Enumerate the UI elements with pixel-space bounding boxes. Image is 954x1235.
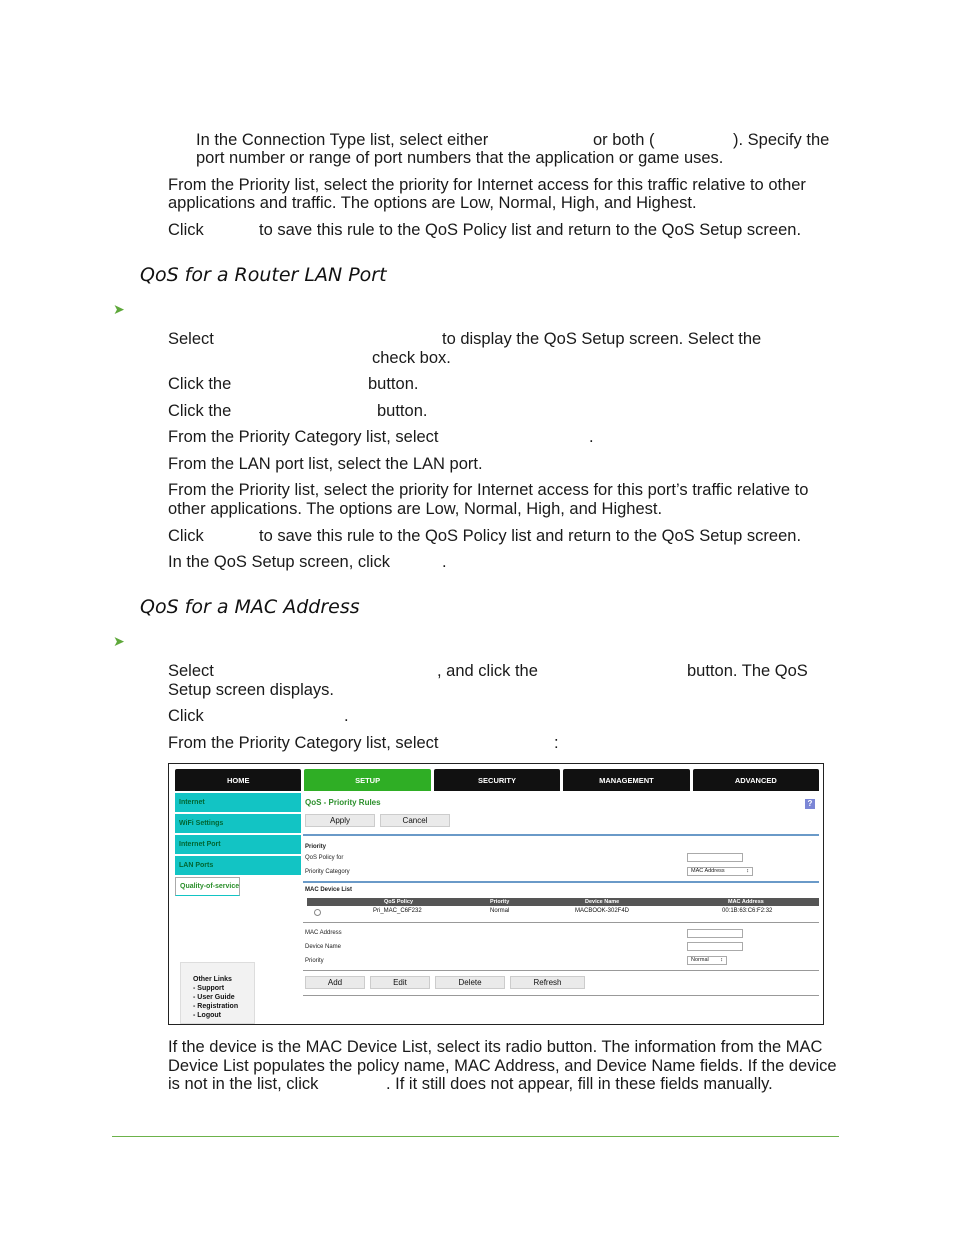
- step-text: Click the: [168, 402, 232, 420]
- section-heading: QoS for a Router LAN Port: [140, 264, 387, 286]
- chevron-updown-icon: ↕: [720, 957, 723, 963]
- divider: [303, 995, 819, 996]
- priority-category-select[interactable]: [687, 867, 753, 876]
- step-text: port number or range of port numbers that the application or game uses.: [196, 149, 724, 167]
- sidebar-item-quality-of-service[interactable]: Quality-of-service: [175, 877, 240, 896]
- cell-mac-address: 00:1B:63:C6:F2:32: [722, 908, 773, 914]
- mac-address-label: MAC Address: [305, 930, 342, 936]
- col-priority: Priority: [490, 899, 510, 905]
- qos-priority-rules-screenshot: [168, 763, 824, 1025]
- step-text: button. The QoS: [687, 662, 808, 680]
- col-mac-address: MAC Address: [728, 899, 764, 905]
- step-text: , and click the: [437, 662, 538, 680]
- sidebar: [175, 793, 301, 890]
- step-text: Click: [168, 221, 204, 239]
- step-text: check box.: [372, 349, 451, 367]
- step-text: .: [442, 553, 447, 571]
- mac-device-list-heading: MAC Device List: [305, 887, 353, 893]
- mac-device-table-header: [307, 898, 819, 906]
- step-text: button.: [368, 375, 419, 393]
- page-title: QoS - Priority Rules: [305, 798, 381, 807]
- support-link[interactable]: - Support: [193, 985, 225, 992]
- qos-policy-for-input[interactable]: [687, 853, 743, 862]
- step-text: .: [589, 428, 594, 446]
- device-radio-button[interactable]: [314, 909, 321, 916]
- priority-category-value: MAC Address: [691, 868, 725, 874]
- sidebar-item-internet[interactable]: Internet: [175, 793, 301, 812]
- step-text: button.: [377, 402, 428, 420]
- col-device-name: Device Name: [585, 899, 620, 905]
- step-text: In the Connection Type list, select either: [196, 131, 489, 149]
- qos-policy-for-label: QoS Policy for: [305, 855, 344, 861]
- divider: [303, 970, 819, 971]
- mac-address-input[interactable]: [687, 929, 743, 938]
- step-text: applications and traffic. The options are Low, Normal, High, and Highest.: [168, 194, 697, 212]
- step-text: other applications. The options are Low, Normal, High, and Highest.: [168, 500, 663, 518]
- step-text: to save this rule to the QoS Policy list and return to the QoS Setup screen.: [259, 527, 802, 545]
- step-text: ). Specify the: [733, 131, 830, 149]
- step-text: In the QoS Setup screen, click: [168, 553, 390, 571]
- tab-advanced[interactable]: ADVANCED: [693, 769, 819, 791]
- sidebar-item-internet-port[interactable]: Internet Port: [175, 835, 301, 854]
- sidebar-item-lan-ports[interactable]: LAN Ports: [175, 856, 301, 875]
- step-text: Click: [168, 527, 204, 545]
- cell-priority: Normal: [490, 908, 510, 914]
- sidebar-item-wifi-settings[interactable]: WiFi Settings: [175, 814, 301, 833]
- priority-value: Normal: [691, 957, 709, 963]
- step-text: From the LAN port list, select the LAN port.: [168, 455, 483, 473]
- step-text: Setup screen displays.: [168, 681, 335, 699]
- priority-heading: Priority: [305, 844, 327, 850]
- divider: [303, 881, 819, 883]
- step-text: Select: [168, 662, 214, 680]
- chevron-updown-icon: ↕: [746, 868, 749, 874]
- divider: [303, 834, 819, 836]
- section-heading: QoS for a MAC Address: [140, 596, 360, 618]
- delete-button[interactable]: Delete: [435, 976, 505, 989]
- user-guide-link[interactable]: - User Guide: [193, 994, 235, 1001]
- top-nav: [175, 769, 819, 791]
- step-text: or both (: [593, 131, 655, 149]
- device-name-label: Device Name: [305, 944, 342, 950]
- edit-button[interactable]: Edit: [370, 976, 430, 989]
- table-row[interactable]: [307, 907, 819, 919]
- divider: [303, 922, 819, 923]
- device-name-input[interactable]: [687, 942, 743, 951]
- priority-label: Priority: [305, 958, 324, 964]
- other-links: [180, 962, 255, 1024]
- col-qos-policy: QoS Policy: [384, 899, 414, 905]
- logout-link[interactable]: - Logout: [193, 1012, 221, 1019]
- step-text: If the device is the MAC Device List, select its radio button. The information from the MAC: [168, 1038, 823, 1056]
- arrow-right-icon: ➤: [113, 301, 125, 317]
- tab-setup[interactable]: SETUP: [304, 769, 430, 791]
- step-text: . If it still does not appear, fill in these fields manually.: [386, 1075, 773, 1093]
- arrow-right-icon: ➤: [113, 633, 125, 649]
- step-text: to display the QoS Setup screen. Select the: [442, 330, 762, 348]
- registration-link[interactable]: - Registration: [193, 1003, 239, 1010]
- step-text: Click: [168, 707, 204, 725]
- tab-management[interactable]: MANAGEMENT: [563, 769, 689, 791]
- footer-rule: [112, 1136, 839, 1137]
- step-text: Select: [168, 330, 214, 348]
- step-text: From the Priority Category list, select: [168, 428, 439, 446]
- step-text: From the Priority Category list, select: [168, 734, 439, 752]
- add-button[interactable]: Add: [305, 976, 365, 989]
- main-panel: [303, 794, 821, 1022]
- cancel-button[interactable]: Cancel: [380, 814, 450, 827]
- tab-home[interactable]: HOME: [175, 769, 301, 791]
- other-links-title: Other Links: [193, 976, 232, 983]
- refresh-button[interactable]: Refresh: [510, 976, 585, 989]
- step-text: :: [554, 734, 559, 752]
- step-text: to save this rule to the QoS Policy list and return to the QoS Setup screen.: [259, 221, 802, 239]
- priority-category-label: Priority Category: [305, 869, 350, 875]
- help-icon[interactable]: ?: [805, 799, 815, 809]
- step-text: Device List populates the policy name, MAC Address, and Device Name fields. If the device: [168, 1057, 837, 1075]
- priority-select[interactable]: [687, 956, 727, 965]
- apply-button[interactable]: Apply: [305, 814, 375, 827]
- cell-qos-policy: Pri_MAC_C6F232: [373, 908, 422, 914]
- cell-device-name: MACBOOK-302F4D: [575, 908, 630, 914]
- step-text: Click the: [168, 375, 232, 393]
- step-text: From the Priority list, select the priority for Internet access for this port’s traffic relative to: [168, 481, 809, 499]
- step-text: .: [344, 707, 349, 725]
- tab-security[interactable]: SECURITY: [434, 769, 560, 791]
- step-text: From the Priority list, select the priority for Internet access for this traffic relative to other: [168, 176, 806, 194]
- step-text: is not in the list, click: [168, 1075, 319, 1093]
